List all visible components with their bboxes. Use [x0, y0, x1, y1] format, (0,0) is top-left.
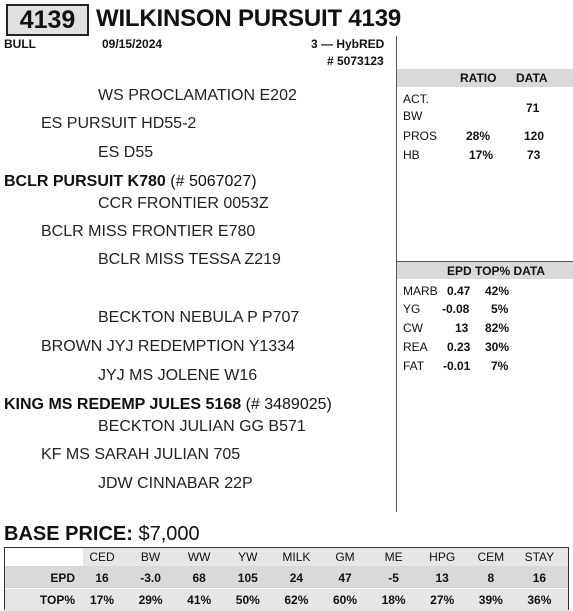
carcass-trait-top: 7% — [491, 359, 509, 373]
carcass-trait-label: MARB — [403, 284, 438, 298]
carcass-trait-label: FAT — [403, 359, 425, 373]
epd-cell: 105 — [237, 571, 258, 585]
epd-column-header: CED — [89, 550, 115, 564]
top-percent-cell: 29% — [138, 593, 163, 607]
breed-label: 3 — HybRED — [311, 37, 385, 51]
carcass-header-text: EPD TOP% DATA — [447, 264, 546, 278]
base-price — [4, 522, 200, 546]
hb-label: HB — [403, 148, 420, 162]
top-percent-cell: 62% — [284, 593, 309, 607]
epd-column-header: WW — [187, 550, 211, 564]
top-percent-cell: 18% — [381, 593, 406, 607]
epd-column-header: ME — [384, 550, 403, 564]
pros-label: PROS — [403, 129, 438, 143]
epd-cell: 8 — [487, 571, 495, 585]
top-percent-cell: 17% — [89, 593, 115, 607]
epd-row-label: EPD — [50, 571, 75, 585]
epd-column-header: YW — [238, 550, 258, 564]
pedigree-line: CCR FRONTIER 0053Z — [98, 195, 269, 212]
lot-number: 4139 — [6, 4, 89, 36]
epd-cell: 16 — [532, 571, 547, 585]
act-label: ACT. — [403, 92, 430, 106]
epd-cell: 47 — [338, 571, 352, 585]
hb-ratio: 17% — [469, 148, 494, 162]
sire-name: BCLR PURSUIT K780 — [4, 173, 166, 190]
bw-label: BW — [403, 109, 423, 123]
epd-column-header: CEM — [477, 550, 505, 564]
dam-name: KING MS REDEMP JULES 5168 — [4, 396, 242, 413]
epd-column-header: HPG — [429, 550, 456, 564]
top-percent-cell: 27% — [430, 593, 455, 607]
pedigree-line: BCLR MISS FRONTIER E780 — [41, 223, 256, 240]
pedigree-line: WS PROCLAMATION E202 — [98, 87, 297, 104]
carcass-trait-top: 42% — [485, 284, 510, 298]
pedigree-line: JDW CINNABAR 22P — [98, 475, 253, 492]
carcass-trait-epd: 13 — [455, 321, 469, 335]
carcass-panel-header — [397, 261, 573, 279]
data-header: DATA — [516, 71, 548, 85]
epd-cell: -5 — [388, 571, 399, 585]
epd-column-header: BW — [140, 550, 161, 564]
pedigree-line: JYJ MS JOLENE W16 — [98, 367, 258, 384]
registration-number: # 5073123 — [327, 54, 384, 68]
base-price-value: $7,000 — [138, 523, 200, 545]
sire-line — [4, 172, 257, 192]
sex-label: BULL — [4, 37, 36, 51]
pedigree-line: ES PURSUIT HD55-2 — [41, 115, 197, 132]
pros-ratio: 28% — [466, 129, 491, 143]
epd-cell: 13 — [435, 571, 449, 585]
carcass-trait-label: CW — [403, 321, 423, 335]
pedigree-line: BECKTON JULIAN GG B571 — [98, 418, 306, 435]
carcass-trait-epd: 0.47 — [447, 284, 471, 298]
top-percent-cell: 60% — [332, 593, 358, 607]
sire-registration: (# 5067027) — [170, 173, 257, 190]
epd-cell: 24 — [289, 571, 304, 585]
epd-cell: 16 — [95, 571, 109, 585]
carcass-trait-epd: -0.08 — [442, 302, 470, 316]
page-title: WILKINSON PURSUIT 4139 — [96, 5, 401, 32]
epd-cell: -3.0 — [140, 571, 161, 585]
pedigree-line: BECKTON NEBULA P P707 — [98, 309, 300, 326]
pedigree-line: BCLR MISS TESSA Z219 — [98, 251, 281, 268]
carcass-trait-label: REA — [403, 340, 428, 354]
epd-column-header: GM — [335, 550, 355, 564]
pedigree-line: BROWN JYJ REDEMPTION Y1334 — [41, 338, 295, 355]
epd-table — [4, 547, 569, 610]
hb-data: 73 — [527, 148, 541, 162]
pedigree-line: KF MS SARAH JULIAN 705 — [41, 446, 241, 463]
top-percent-cell: 36% — [527, 593, 552, 607]
epd-cell: 68 — [192, 571, 206, 585]
top-row-label: TOP% — [39, 593, 75, 607]
pedigree-line: ES D55 — [98, 144, 154, 161]
epd-column-header: STAY — [524, 550, 555, 564]
carcass-trait-top: 30% — [485, 340, 510, 354]
ratio-header: RATIO — [460, 71, 497, 85]
dam-registration: (# 3489025) — [245, 396, 332, 413]
top-percent-cell: 41% — [187, 593, 212, 607]
top-percent-cell: 39% — [478, 593, 503, 607]
act-bw-data: 71 — [526, 101, 540, 115]
carcass-trait-epd: 0.23 — [447, 340, 471, 354]
base-price-label: BASE PRICE: — [4, 523, 133, 545]
epd-column-header: MILK — [282, 550, 311, 564]
top-percent-cell: 50% — [235, 593, 260, 607]
birth-date: 09/15/2024 — [102, 37, 163, 51]
carcass-trait-epd: -0.01 — [443, 359, 471, 373]
ratio-panel-header — [397, 69, 573, 87]
carcass-trait-top: 82% — [485, 321, 510, 335]
carcass-trait-label: YG — [403, 302, 421, 316]
dam-line — [4, 395, 332, 415]
carcass-trait-top: 5% — [491, 302, 509, 316]
pros-data: 120 — [524, 129, 545, 143]
